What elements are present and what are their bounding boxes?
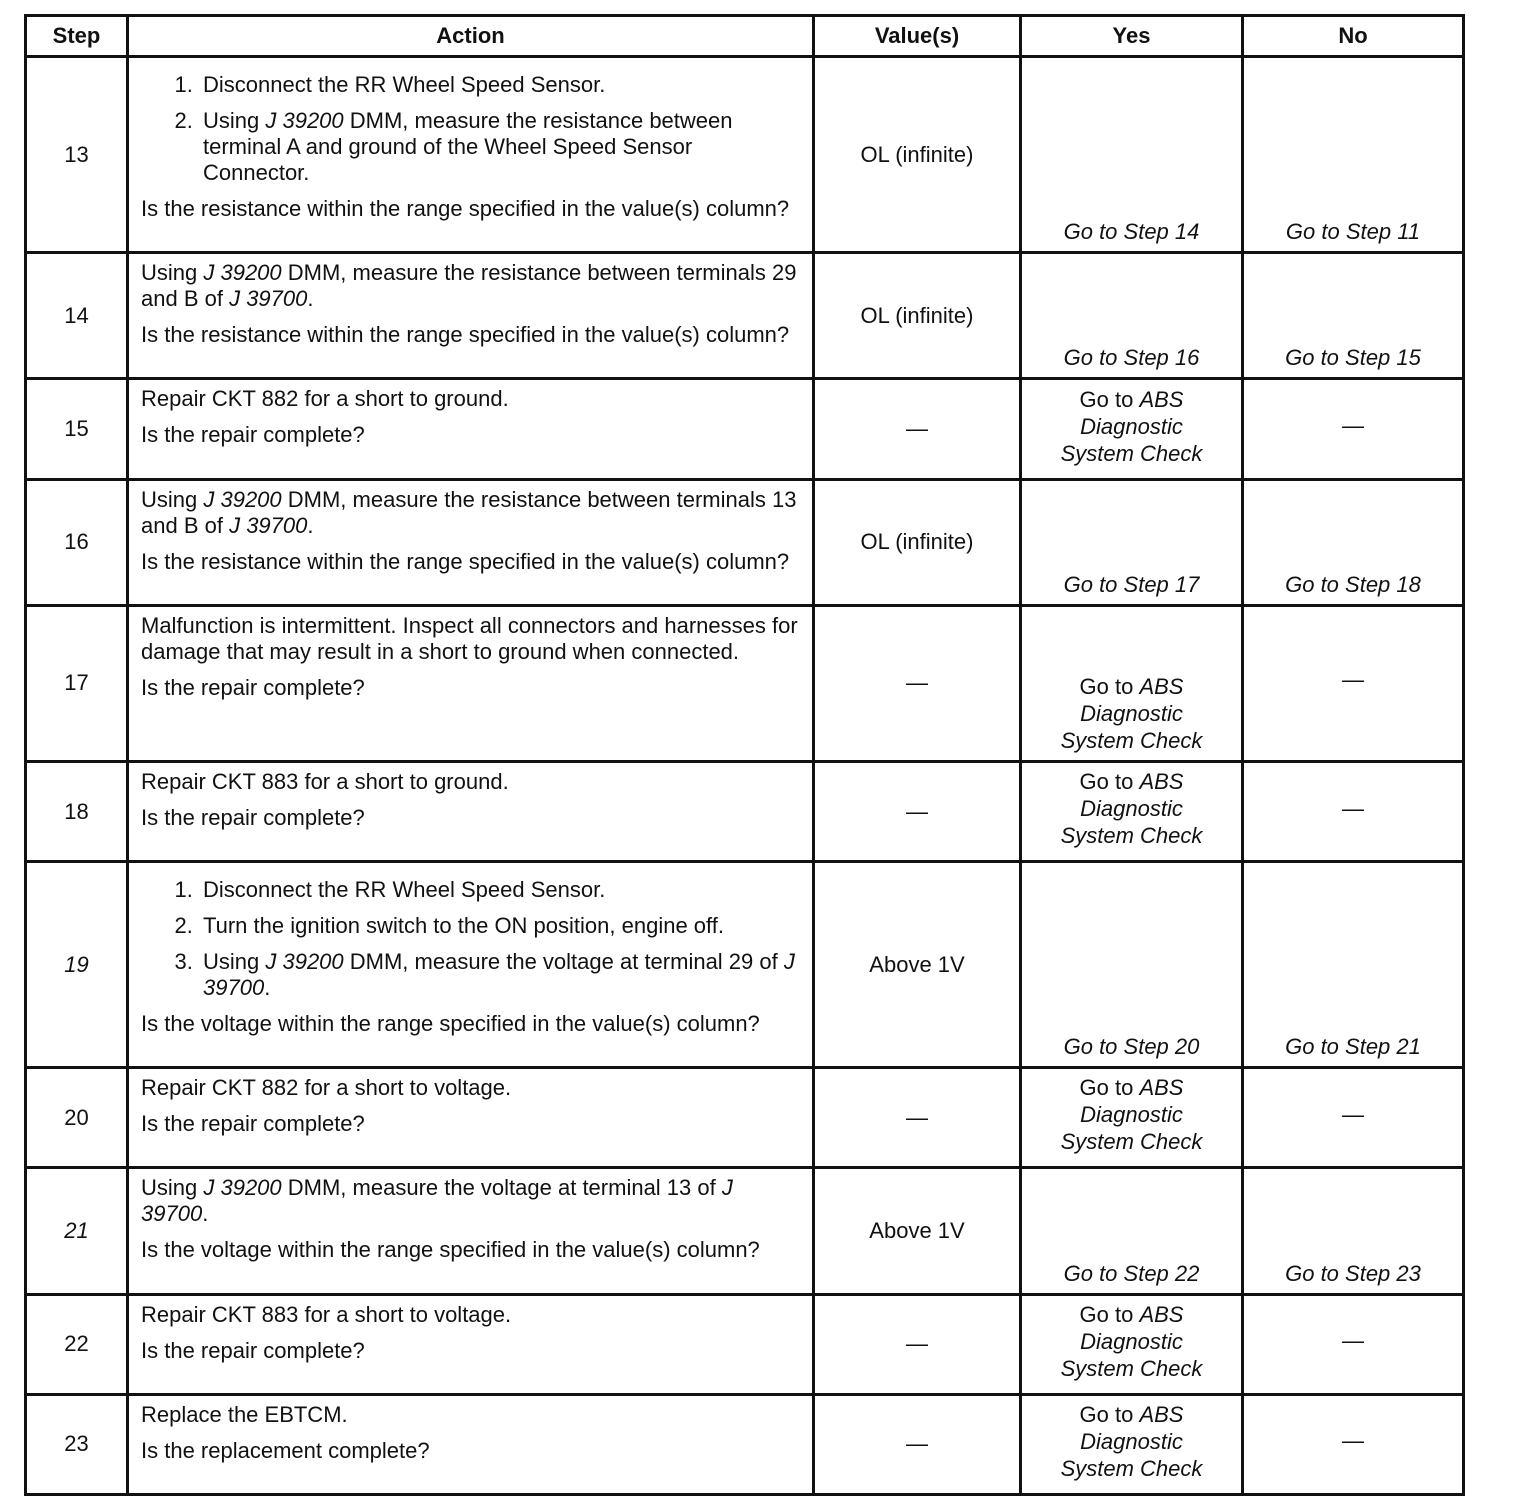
step-number: 16 [26,479,128,605]
step-number: 14 [26,253,128,379]
table-row-step-15 [26,379,1464,479]
yes-cell: Go to ABS Diagnostic System Check [1021,1294,1243,1394]
action-text: Replace the EBTCM. [141,1401,348,1427]
action-cell [128,1294,814,1394]
no-cell: — [1243,761,1464,861]
tool-ref: J 39700 [229,512,308,538]
header-no: No [1243,16,1464,57]
value-cell: — [814,1394,1021,1494]
step-number: 22 [26,1294,128,1394]
action-step: 1. Disconnect the RR Wheel Speed Sensor. [199,72,800,98]
tool-ref: J 39200 [265,108,344,133]
tool-ref: J 39200 [203,1175,282,1201]
no-cell: — [1243,379,1464,479]
action-question: Is the resistance within the range specified in the value(s) column? [141,196,790,221]
header-action: Action [128,16,814,57]
yes-cell: Go to Step 14 [1021,57,1243,253]
tool-ref: J 39200 [265,949,344,975]
action-cell [128,862,814,1068]
tool-ref: J 39700 [203,949,795,1001]
value-cell: — [814,605,1021,761]
value-cell: — [814,1068,1021,1168]
yes-cell: Go to Step 17 [1021,479,1243,605]
action-step: 2. Turn the ignition switch to the ON position, engine off. [199,913,800,939]
yes-cell: Go to ABS Diagnostic System Check [1021,1068,1243,1168]
value-cell: — [814,761,1021,861]
yes-cell: Go to Step 16 [1021,253,1243,379]
step-number: 19 [26,862,128,1068]
value-cell: OL (infinite) [814,479,1021,605]
tool-ref: J 39700 [141,1175,733,1227]
action-question: Is the voltage within the range specified in the value(s) column? [141,1237,760,1263]
table-row-step-19 [26,862,1464,1068]
table-row-step-21 [26,1168,1464,1294]
yes-cell: Go to ABS Diagnostic System Check [1021,379,1243,479]
action-cell [128,605,814,761]
no-cell: Go to Step 23 [1243,1168,1464,1294]
no-cell: — [1243,1068,1464,1168]
no-cell: Go to Step 18 [1243,479,1464,605]
action-text: Malfunction is intermittent. Inspect all connectors and harnesses for damage that may result in a short to ground when connected. [141,612,798,664]
value-cell: OL (infinite) [814,253,1021,379]
no-cell: Go to Step 15 [1243,253,1464,379]
action-question: Is the repair complete? [141,1337,365,1363]
action-steps [141,877,800,1001]
no-cell: Go to Step 11 [1243,57,1464,253]
action-question: Is the repair complete? [141,804,365,830]
table-row-step-16 [26,479,1464,605]
step-number: 23 [26,1394,128,1494]
action-text: Repair CKT 882 for a short to ground. [141,386,509,412]
step-number: 15 [26,379,128,479]
action-text: Using J 39200 DMM, measure the resistance between terminals 13 and B of J 39700. [141,486,797,538]
action-text: Using J 39200 DMM, measure the resistance between terminals 29 and B of J 39700. [141,260,797,312]
action-cell [128,379,814,479]
tool-ref: J 39200 [203,260,282,286]
header-yes: Yes [1021,16,1243,57]
action-question: Is the repair complete? [141,422,365,448]
action-question: Is the resistance within the range specified in the value(s) column? [141,322,790,348]
action-text: Using J 39200 DMM, measure the voltage at terminal 13 of J 39700. [141,1175,733,1227]
yes-cell: Go to ABS Diagnostic System Check [1021,605,1243,761]
value-cell: — [814,1294,1021,1394]
action-step: 2. Using J 39200 DMM, measure the resistance between terminal A and ground of the Wheel Speed Sensor Connector. [199,108,800,186]
action-text: Repair CKT 882 for a short to voltage. [141,1075,512,1101]
action-cell [128,1394,814,1494]
table-row-step-14 [26,253,1464,379]
header-row [26,16,1464,57]
tool-ref: J 39200 [203,486,282,512]
action-cell [128,479,814,605]
table-row-step-18 [26,761,1464,861]
header-step: Step [26,16,128,57]
table-row-step-17 [26,605,1464,761]
step-number: 18 [26,761,128,861]
yes-cell: Go to Step 22 [1021,1168,1243,1294]
action-step: 1. Disconnect the RR Wheel Speed Sensor. [199,877,800,903]
no-cell: — [1243,1394,1464,1494]
table-row-step-22 [26,1294,1464,1394]
tool-ref: J 39700 [229,286,308,312]
action-text: Repair CKT 883 for a short to ground. [141,768,509,794]
action-steps [141,72,800,186]
yes-cell: Go to ABS Diagnostic System Check [1021,761,1243,861]
no-cell: — [1243,605,1464,761]
value-cell: — [814,379,1021,479]
action-question: Is the replacement complete? [141,1437,430,1463]
table-row-step-20 [26,1068,1464,1168]
action-cell [128,57,814,253]
table-row-step-23 [26,1394,1464,1494]
action-cell [128,253,814,379]
action-question: Is the resistance within the range specified in the value(s) column? [141,548,790,574]
action-question: Is the voltage within the range specified in the value(s) column? [141,1011,760,1037]
action-cell [128,1168,814,1294]
step-number: 17 [26,605,128,761]
value-cell: Above 1V [814,1168,1021,1294]
diagnostic-table [24,14,1465,1496]
value-cell: Above 1V [814,862,1021,1068]
table-row-step-13 [26,57,1464,253]
yes-cell: Go to Step 20 [1021,862,1243,1068]
no-cell: — [1243,1294,1464,1394]
no-cell: Go to Step 21 [1243,862,1464,1068]
action-question: Is the repair complete? [141,674,365,700]
action-question: Is the repair complete? [141,1111,365,1137]
step-number: 13 [26,57,128,253]
action-step: 3. Using J 39200 DMM, measure the voltage at terminal 29 of J 39700. [199,949,800,1001]
header-values: Value(s) [814,16,1021,57]
step-number: 21 [26,1168,128,1294]
yes-cell: Go to ABS Diagnostic System Check [1021,1394,1243,1494]
action-text: Repair CKT 883 for a short to voltage. [141,1301,512,1327]
value-cell: OL (infinite) [814,57,1021,253]
step-number: 20 [26,1068,128,1168]
action-cell [128,1068,814,1168]
action-cell [128,761,814,861]
